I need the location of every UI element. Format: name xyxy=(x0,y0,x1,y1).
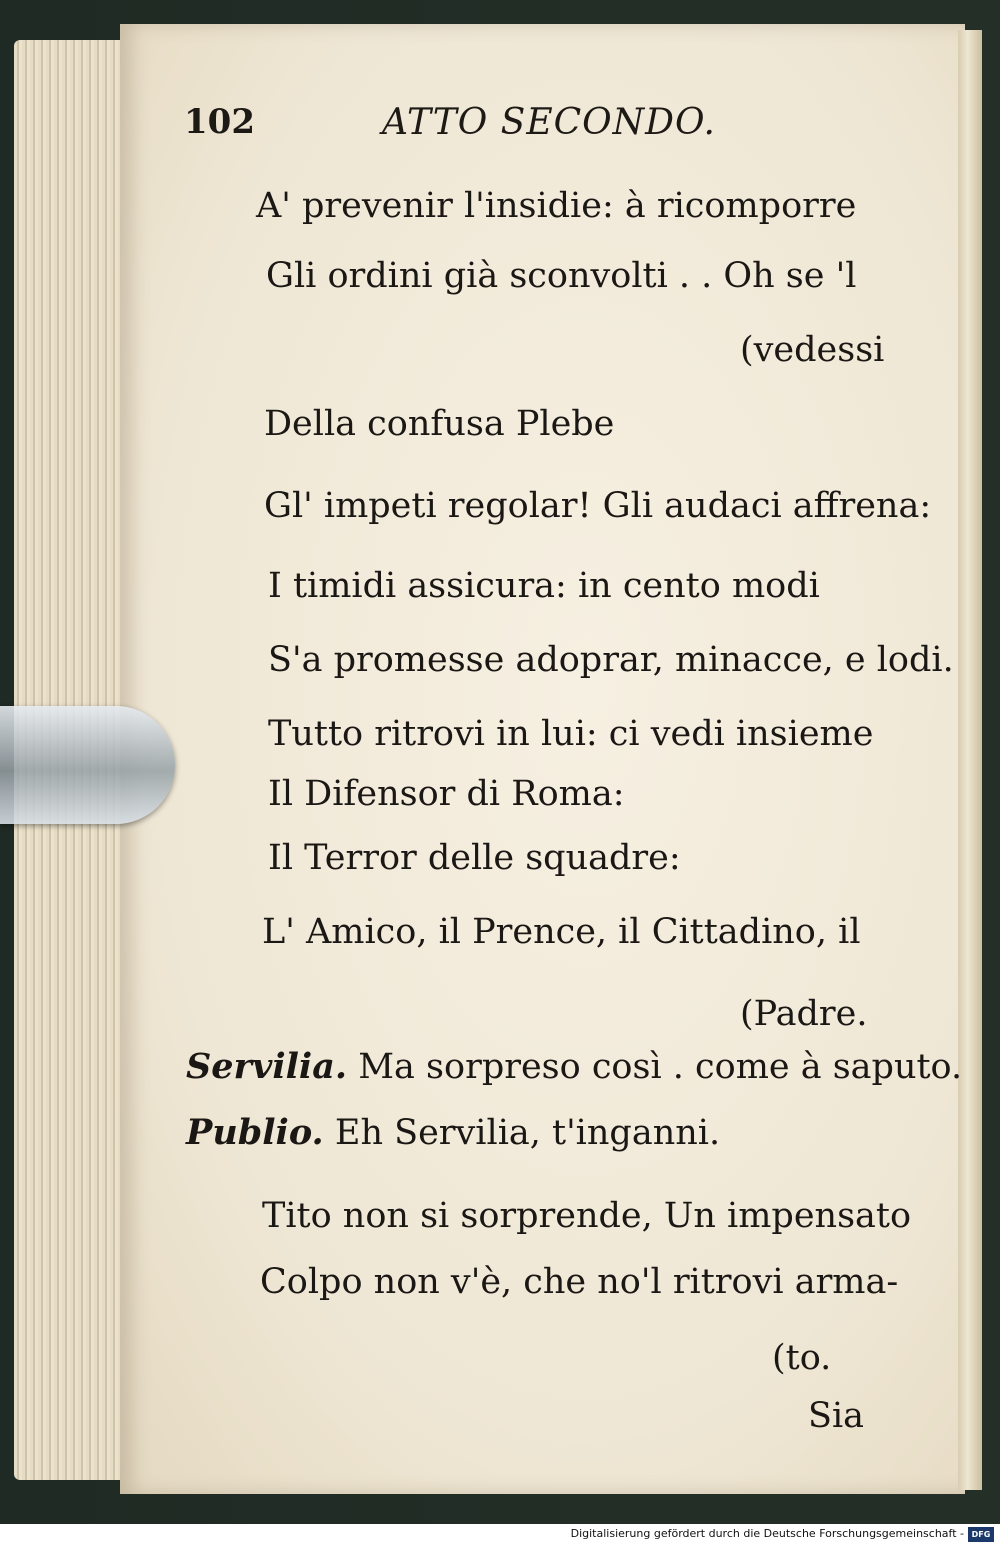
text-line: S'a promesse adoprar, minacce, e lodi. xyxy=(268,640,954,680)
text-line: Publio. Eh Servilia, t'inganni. xyxy=(186,1112,721,1153)
text-line: (to. xyxy=(772,1338,832,1378)
text-line: Tito non si sorprende, Un impensato xyxy=(262,1196,912,1236)
page-header xyxy=(184,102,804,152)
text-line: Il Terror delle squadre: xyxy=(268,838,681,878)
text-line: Servilia. Ma sorpreso così . come à saputo. xyxy=(186,1046,963,1087)
speaker-name: Publio. xyxy=(186,1112,324,1153)
text-line: Gl' impeti regolar! Gli audaci affrena: xyxy=(264,486,932,526)
text-line: I timidi assicura: in cento modi xyxy=(268,566,820,606)
page-number: 102 xyxy=(184,102,255,142)
text-line: A' prevenir l'insidie: à ricomporre xyxy=(256,186,857,226)
text-line: (Padre. xyxy=(740,994,868,1034)
text-line: L' Amico, il Prence, il Cittadino, il xyxy=(262,912,861,952)
text-line: Colpo non v'è, che no'l ritrovi arma- xyxy=(260,1262,899,1302)
catchword: Sia xyxy=(808,1396,865,1436)
footer-credit: Digitalisierung gefördert durch die Deutsche Forschungsgemeinschaft - xyxy=(570,1527,964,1540)
glass-page-holder xyxy=(0,706,175,824)
book-right-edge xyxy=(958,30,982,1490)
text-line: Tutto ritrovi in lui: ci vedi insieme xyxy=(268,714,874,754)
text-line: Della confusa Plebe xyxy=(264,404,615,444)
text-line: (vedessi xyxy=(740,330,885,370)
text-line: Gli ordini già sconvolti . . Oh se 'l xyxy=(266,256,857,296)
digitization-footer xyxy=(0,1524,1000,1546)
speaker-name: Servilia. xyxy=(186,1046,348,1087)
text-line: Il Difensor di Roma: xyxy=(268,774,625,814)
running-title: ATTO SECONDO. xyxy=(382,102,716,143)
dfg-logo: DFG xyxy=(968,1527,994,1542)
